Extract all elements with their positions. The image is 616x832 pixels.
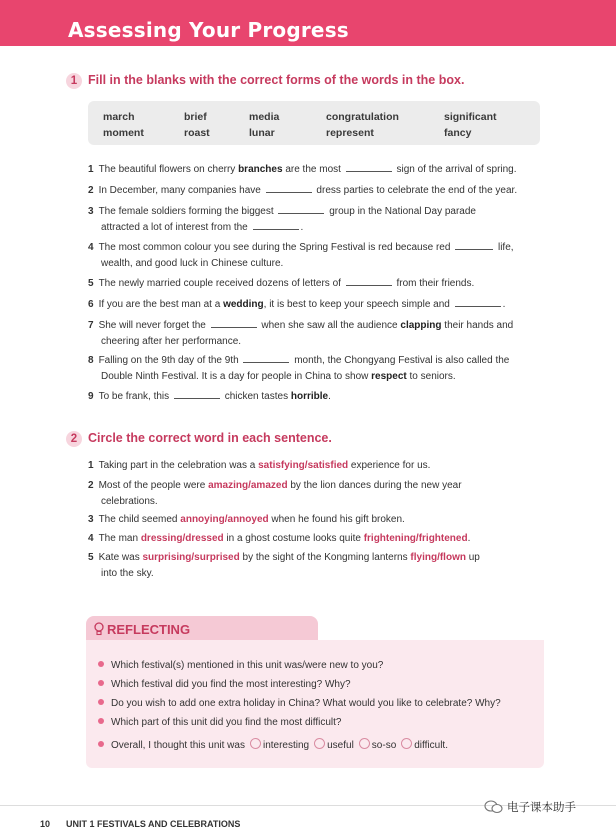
word-box-word: brief	[184, 111, 207, 123]
word-box-word: lunar	[249, 127, 275, 139]
answer-blank[interactable]	[346, 285, 392, 286]
item-number: 6	[88, 299, 94, 310]
item-text: by the sight of the Kongming lanterns	[239, 552, 411, 563]
item-keyword: horrible	[290, 391, 329, 402]
answer-blank[interactable]	[243, 362, 289, 363]
bullet-dot-icon	[98, 661, 104, 667]
exercise-item	[88, 550, 548, 581]
item-text: sign of the arrival of spring.	[393, 164, 517, 175]
section1-heading	[66, 73, 464, 89]
option-label: difficult.	[414, 740, 448, 751]
option-checkbox[interactable]	[401, 738, 412, 749]
option-checkbox[interactable]	[314, 738, 325, 749]
reflecting-bullet	[98, 660, 383, 671]
exercise-item	[88, 204, 548, 235]
item-number: 2	[88, 185, 94, 196]
exercise-item	[88, 162, 548, 178]
word-choice[interactable]: flying/flown	[410, 552, 466, 563]
option-label: interesting	[262, 740, 310, 751]
item-text: from their friends.	[393, 278, 475, 289]
bullet-dot-icon	[98, 680, 104, 686]
word-box-word: moment	[103, 127, 144, 139]
item-text: up	[465, 552, 480, 563]
item-number: 1	[88, 460, 94, 471]
item-text: life,	[495, 242, 514, 253]
answer-blank[interactable]	[174, 398, 220, 399]
item-text: in a ghost costume looks quite	[223, 533, 364, 544]
item-text: The newly married couple received dozens of letters of	[98, 278, 344, 289]
word-box-word: roast	[184, 127, 210, 139]
answer-blank[interactable]	[278, 213, 324, 214]
item-text: when he found his gift broken.	[268, 514, 405, 525]
word-choice[interactable]: satisfying/satisfied	[258, 460, 349, 471]
word-choice[interactable]: dressing/dressed	[140, 533, 224, 544]
bullet-text: Do you wish to add one extra holiday in China? What would you like to celebrate? Why?	[111, 698, 501, 709]
word-box-word: significant	[444, 111, 497, 123]
item-keyword: clapping	[400, 320, 442, 331]
word-choice[interactable]: amazing/amazed	[208, 480, 288, 491]
exercise-item	[88, 183, 548, 199]
exercise-item	[88, 240, 548, 271]
item-text: experience for us.	[348, 460, 431, 471]
item-number: 9	[88, 391, 94, 402]
page-number: 10	[40, 819, 51, 829]
section1-title: Fill in the blanks with the correct forms of the words in the box.	[88, 73, 465, 87]
item-number: 3	[88, 514, 94, 525]
item-number: 5	[88, 278, 94, 289]
item-text: month, the Chongyang Festival is also called the	[291, 355, 510, 366]
reflecting-bullet	[98, 738, 448, 751]
item-text: The man	[98, 533, 141, 544]
watermark-text: 电子课本助手	[507, 800, 576, 814]
item-text: dress parties to celebrate the end of the year.	[313, 185, 518, 196]
item-text: .	[328, 391, 331, 402]
option-label: useful	[327, 740, 354, 751]
item-keyword: branches	[238, 164, 283, 175]
answer-blank[interactable]	[266, 192, 312, 193]
word-box-word: fancy	[444, 127, 472, 139]
item-number: 3	[88, 206, 94, 217]
reflecting-title: REFLECTING	[107, 622, 191, 637]
item-text: by the lion dances during the new year	[287, 480, 462, 491]
item-text: celebrations.	[101, 495, 158, 507]
word-box-word: media	[249, 111, 280, 123]
item-keyword: wedding	[223, 299, 264, 310]
item-text: Falling on the 9th day of the 9th	[98, 355, 242, 366]
item-text: Most of the people were	[98, 480, 209, 491]
exercise-item	[88, 389, 548, 405]
item-text: cheering after her performance.	[101, 335, 242, 347]
item-text: The child seemed	[98, 514, 181, 525]
bullet-dot-icon	[98, 741, 104, 747]
word-choice[interactable]: surprising/surprised	[142, 552, 240, 563]
answer-blank[interactable]	[455, 249, 493, 250]
bullet-text: Which part of this unit did you find the most difficult?	[111, 717, 342, 728]
item-text: In December, many companies have	[98, 185, 264, 196]
item-number: 2	[88, 480, 94, 491]
item-text: wealth, and good luck in Chinese culture.	[101, 257, 284, 269]
section2-heading	[66, 431, 332, 447]
item-text: The most common colour you see during the Spring Festival is red because red	[98, 242, 454, 253]
option-label: so-so	[371, 740, 397, 751]
item-text: attracted a lot of interest from the	[101, 221, 251, 233]
section2-title: Circle the correct word in each sentence.	[88, 431, 332, 445]
bullet-dot-icon	[98, 718, 104, 724]
item-text: their hands and	[441, 320, 514, 331]
answer-blank[interactable]	[346, 171, 392, 172]
exercise-item	[88, 531, 548, 547]
item-text: She will never forget the	[98, 320, 209, 331]
item-text: Kate was	[98, 552, 143, 563]
lightbulb-icon	[94, 622, 104, 636]
answer-blank[interactable]	[211, 327, 257, 328]
item-number: 7	[88, 320, 94, 331]
item-text: The beautiful flowers on cherry	[98, 164, 239, 175]
bullet-dot-icon	[98, 699, 104, 705]
word-choice[interactable]: annoying/annoyed	[180, 514, 269, 525]
reflecting-bullet	[98, 698, 501, 709]
bullet-text: Overall, I thought this unit was	[111, 740, 245, 751]
word-box-word: represent	[326, 127, 374, 139]
item-text: , it is best to keep your speech simple and	[263, 299, 453, 310]
item-text: into the sky.	[101, 567, 154, 579]
option-checkbox[interactable]	[250, 738, 261, 749]
section2-number: 2	[66, 431, 82, 447]
reflecting-bullet	[98, 679, 351, 690]
item-text: .	[502, 299, 506, 310]
exercise-item	[88, 318, 548, 349]
item-text: .	[300, 221, 304, 233]
item-text: group in the National Day parade	[326, 206, 476, 217]
reflecting-heading	[94, 622, 190, 637]
exercise-item	[88, 458, 548, 474]
item-number: 1	[88, 164, 94, 175]
section1-number: 1	[66, 73, 82, 89]
answer-blank[interactable]	[455, 306, 501, 307]
exercise-item	[88, 512, 548, 528]
unit-label: UNIT 1 FESTIVALS AND CELEBRATIONS	[66, 819, 241, 829]
item-number: 8	[88, 355, 94, 366]
item-text: If you are the best man at a	[98, 299, 224, 310]
item-text: .	[467, 533, 471, 544]
watermark	[484, 799, 576, 815]
item-text: Taking part in the celebration was a	[98, 460, 259, 471]
item-text: are the most	[282, 164, 344, 175]
exercise-item	[88, 478, 548, 509]
word-box	[88, 101, 540, 145]
item-text: To be frank, this	[98, 391, 172, 402]
wechat-icon	[484, 800, 504, 814]
item-text: to seniors.	[406, 370, 456, 382]
item-number: 5	[88, 552, 94, 563]
exercise-item	[88, 276, 548, 292]
item-text: Double Ninth Festival. It is a day for people in China to show	[101, 370, 372, 382]
item-text: chicken tastes	[221, 391, 291, 402]
word-box-word: congratulation	[326, 111, 399, 123]
item-text: The female soldiers forming the biggest	[98, 206, 277, 217]
item-number: 4	[88, 533, 94, 544]
bullet-text: Which festival(s) mentioned in this unit was/were new to you?	[111, 660, 384, 671]
word-choice[interactable]: frightening/frightened	[363, 533, 468, 544]
exercise-item	[88, 297, 548, 313]
item-number: 4	[88, 242, 94, 253]
item-keyword: respect	[371, 370, 407, 382]
option-checkbox[interactable]	[359, 738, 370, 749]
exercise-item	[88, 353, 548, 384]
item-text: when she saw all the audience	[258, 320, 401, 331]
answer-blank[interactable]	[253, 229, 299, 230]
bullet-text: Which festival did you find the most interesting? Why?	[111, 679, 351, 690]
reflecting-bullet	[98, 717, 342, 728]
word-box-word: march	[103, 111, 135, 123]
page-title: Assessing Your Progress	[68, 18, 349, 42]
